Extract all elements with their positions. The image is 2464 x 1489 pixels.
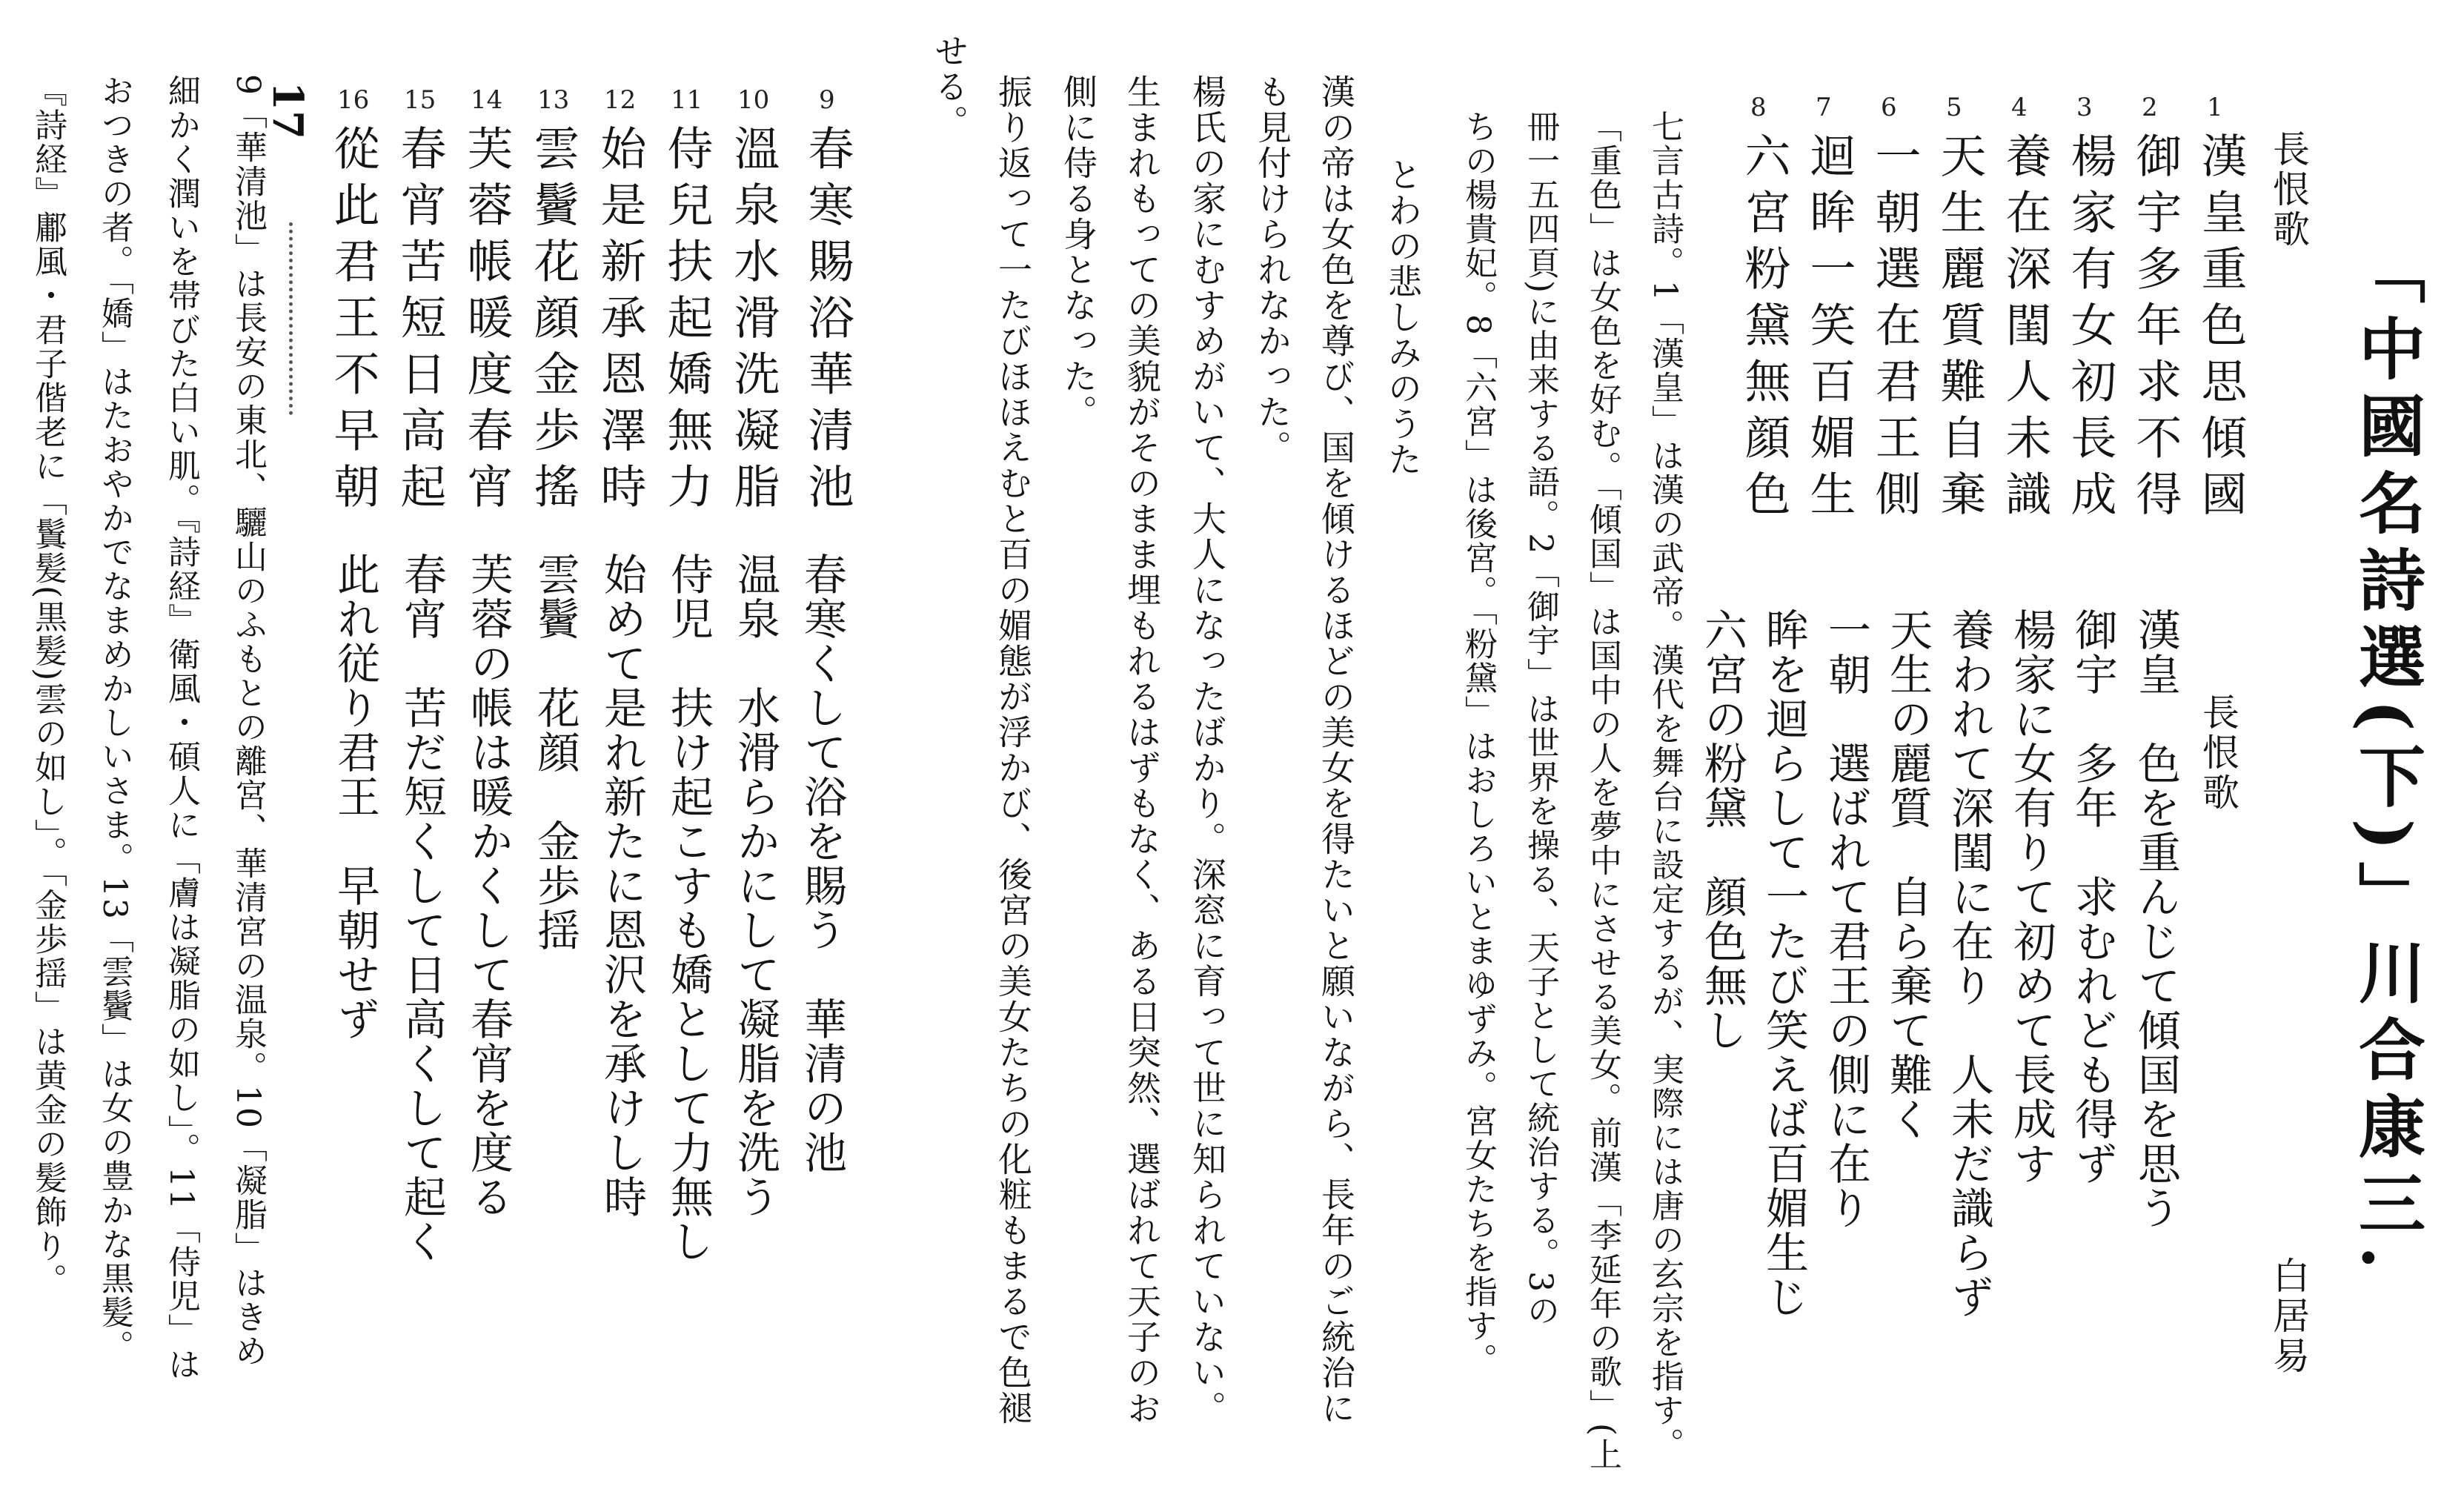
translation-line: せる。 [929,33,969,140]
line-number: 2 [2142,93,2158,122]
poem-line-reading: 一朝 選ばれて君王の側に在り [1821,608,1871,1230]
poem-author: 白居易 [2267,1256,2310,1376]
translation-line: 振り返って一たびほほえむと百の媚態が浮かび、後宮の美女たちの化粧もまるで色褪 [993,74,1033,1426]
poem-line-reading: 御宇 多年 求むれども得ず [2068,608,2118,1186]
poem-line-original: 侍兒扶起嬌無力 [660,125,714,519]
poem-line-reading: 六宮の粉黛 顔色無し [1697,608,1747,1052]
line-number: 7 [1816,93,1832,122]
line-number: 10 [737,85,770,115]
line-number: 8 [1750,93,1767,122]
note-line: 細かく潤いを帯びた白い肌。『詩経』衛風・碩人に「膚は凝脂の如し」。11「侍児」は [162,74,200,1382]
poem-line-reading: 芙蓉の帳は暖かくして春宵を度る [463,552,514,1219]
poem-line-reading: 漢皇 色を重んじて傾国を思う [2131,608,2181,1230]
line-number: 9 [819,85,835,115]
note-line: 七言古詩。1「漢皇」は漢の武帝。漢代を舞台に設定するが、実際には唐の玄宗を指す。 [1646,110,1684,1462]
translation-line: 生まれもっての美貌がそのまま埋もれるはずもなく、ある日突然、選ばれて天子のお [1122,74,1162,1426]
poem-title: 長恨歌 [2267,130,2310,250]
poem-line-original: 溫泉水滑洗凝脂 [726,125,780,519]
line-number: 3 [2076,93,2093,122]
handwritten-title: 「中國名詩選(下)」川合康三. [2347,237,2425,1280]
note-line: 「重色」は女色を好む。「傾国」は国中の人を夢中にさせる美女。前漢「李延年の歌」(上 [1584,110,1621,1472]
poem-line-original: 迴眸一笑百媚生 [1802,132,1856,526]
poem-line-original: 芙蓉帳暖度春宵 [459,125,514,519]
note-line: おつきの者。「嬌」はたおやかでなまめかしいさま。13「雲鬢」は女の豊かな黒髪。 [96,74,133,1364]
poem-line-reading: 此れ従り君王 早朝せず [330,552,380,1041]
line-number: 13 [537,85,570,115]
poem-line-original: 漢皇重色思傾國 [2194,132,2248,526]
line-number: 16 [337,85,370,115]
poem-line-reading: 養われて深閨に在り 人未だ識らず [1944,608,1994,1319]
note-line: 冊一五四頁)に由来する語。2「御宇」は世界を操る、天子として統治する。3の [1521,110,1559,1328]
line-number: 4 [2011,93,2028,122]
note-line: 『詩経』鄘風・君子偕老に「鬒髪(黒髪)雲の如し」。「金歩揺」は黄金の髪飾り。 [29,74,67,1298]
line-number: 12 [604,85,637,115]
translation-heading: とわの悲しみのうた [1383,157,1423,477]
line-number: 6 [1881,93,1897,122]
poem-line-reading: 楊家に女有りて初めて長成す [2006,608,2056,1186]
poem-line-original: 御宇多年求不得 [2128,132,2182,526]
poem-line-reading: 天生の麗質 自ら棄て難く [1882,608,1933,1141]
page-mark: 17 [263,82,312,139]
poem-line-original: 一朝選在君王側 [1867,132,1922,526]
poem-line-reading: 春宵 苦だ短くして日高くして起く [396,552,447,1264]
poem-line-reading: 眸を迴らして一たび笑えば百媚生じ [1759,608,1809,1319]
translation-line: も見付けられなかった。 [1252,74,1292,465]
poem-line-reading: 雲鬢 花顔 金歩揺 [530,552,580,952]
poem-line-reading: 始めて是れ新たに恩沢を承けし時 [597,552,647,1219]
poem-line-original: 春宵苦短日高起 [393,125,447,519]
translation-line: 側に侍る身となった。 [1058,74,1098,430]
translation-line: 楊氏の家にむすめがいて、大人になったばかり。深窓に育って世に知られていない。 [1187,74,1227,1426]
line-number: 15 [404,85,436,115]
poem-line-original: 從此君王不早朝 [326,125,380,519]
note-line: ちの楊貴妃。8「六宮」は後宮。「粉黛」はおしろいとまゆずみ。宮女たちを指す。 [1459,110,1497,1377]
translation-line: 漢の帝は女色を尊び、国を傾けるほどの美女を得たいと願いながら、長年のご統治に [1316,74,1356,1426]
dotted-rule [289,222,293,415]
reading-title: 長恨歌 [2196,693,2239,813]
line-number: 11 [671,85,703,115]
line-number: 5 [1946,93,1962,122]
note-line: 9「華清池」は長安の東北、驪山のふもとの離宮、華清宮の温泉。10「凝脂」はきめ [229,74,267,1368]
poem-line-original: 楊家有女初長成 [2063,132,2117,526]
poem-line-original: 六宮粉黛無顔色 [1737,132,1791,526]
poem-line-original: 春寒賜浴華清池 [800,125,854,519]
poem-line-reading: 侍児 扶け起こすも嬌として力無し [663,552,714,1264]
poem-line-reading: 春寒くして浴を賜う 華清の池 [797,552,847,1175]
poem-line-original: 始是新承恩澤時 [593,125,647,519]
line-number: 1 [2207,93,2223,122]
poem-line-original: 養在深閨人未識 [1998,132,2052,526]
line-number: 14 [471,85,503,115]
poem-line-original: 天生麗質難自棄 [1933,132,1987,526]
poem-line-original: 雲鬢花顔金歩搖 [526,125,580,519]
poem-line-reading: 温泉 水滑らかにして凝脂を洗う [730,552,780,1219]
